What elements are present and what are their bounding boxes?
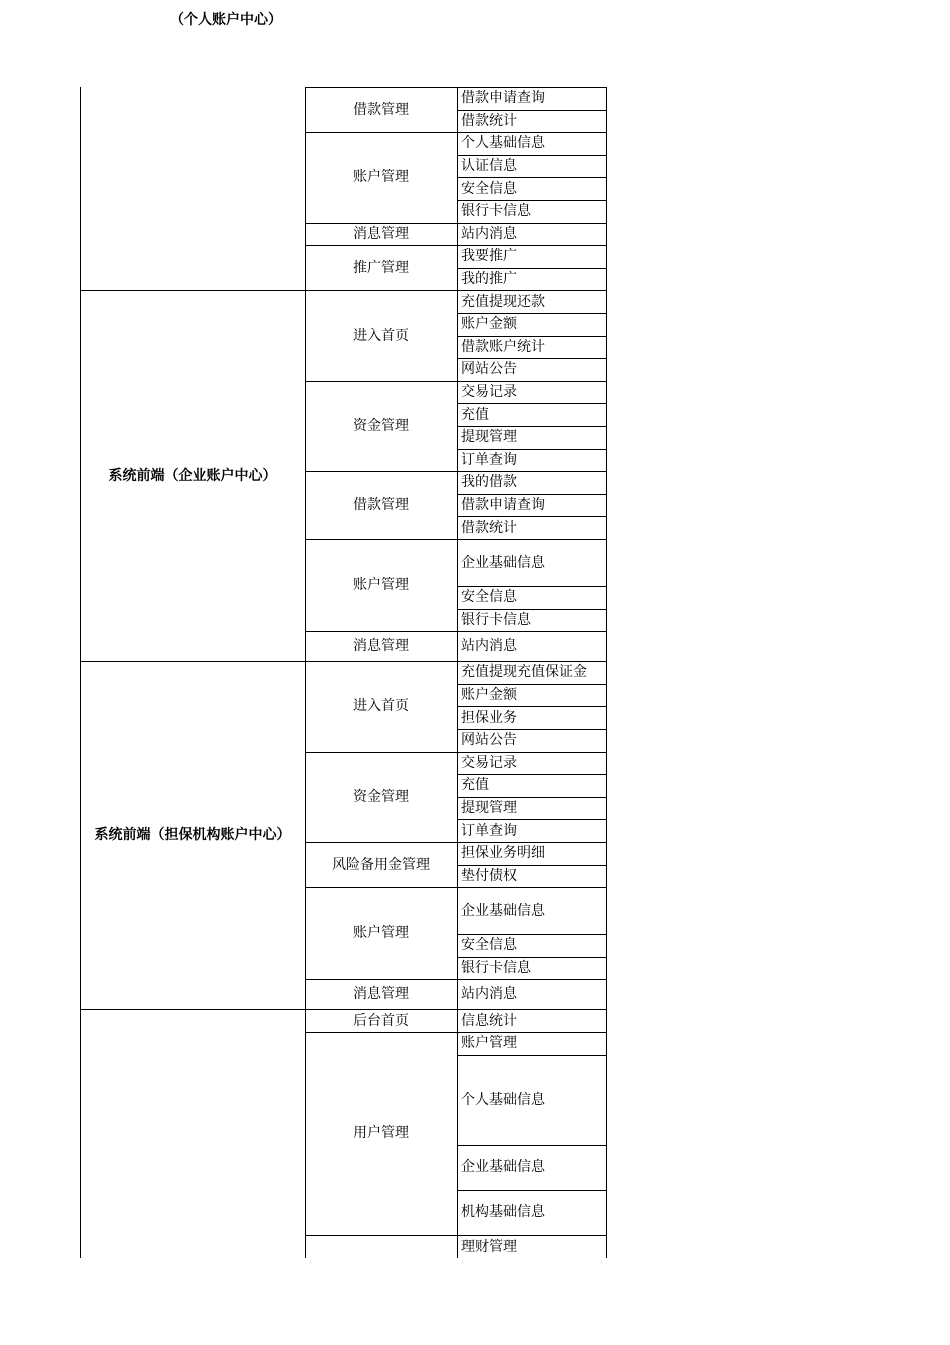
vertical-border bbox=[606, 87, 607, 1258]
section-border bbox=[80, 1009, 606, 1010]
item-cell: 安全信息 bbox=[461, 589, 517, 606]
item-cell: 认证信息 bbox=[461, 158, 517, 175]
item-cell: 充值 bbox=[461, 777, 489, 794]
item-border bbox=[457, 403, 606, 404]
item-cell: 账户管理 bbox=[461, 1035, 517, 1052]
item-border bbox=[457, 934, 606, 935]
group-cell: 消息管理 bbox=[353, 638, 409, 655]
item-border bbox=[457, 200, 606, 201]
item-cell: 订单查询 bbox=[461, 822, 517, 839]
group-cell: 消息管理 bbox=[353, 986, 409, 1003]
item-border bbox=[457, 609, 606, 610]
item-cell: 借款统计 bbox=[461, 112, 517, 129]
group-cell: 后台首页 bbox=[353, 1012, 409, 1029]
item-border bbox=[457, 336, 606, 337]
item-border bbox=[457, 110, 606, 111]
group-border bbox=[305, 87, 606, 88]
section-border bbox=[80, 290, 606, 291]
item-border bbox=[457, 268, 606, 269]
item-cell: 银行卡信息 bbox=[461, 203, 531, 220]
item-border bbox=[457, 586, 606, 587]
section-cell: 系统前端（企业账户中心） bbox=[108, 467, 277, 484]
item-border bbox=[457, 706, 606, 707]
item-cell: 银行卡信息 bbox=[461, 611, 531, 628]
item-border bbox=[457, 684, 606, 685]
item-cell: 企业基础信息 bbox=[461, 1159, 545, 1176]
item-cell: 企业基础信息 bbox=[461, 554, 545, 571]
item-cell: 提现管理 bbox=[461, 800, 517, 817]
item-cell: 充值提现充值保证金 bbox=[461, 664, 587, 681]
item-cell: 充值提现还款 bbox=[461, 293, 545, 310]
group-border bbox=[305, 223, 606, 224]
item-cell: 银行卡信息 bbox=[461, 960, 531, 977]
item-cell: 订单查询 bbox=[461, 451, 517, 468]
group-cell: 用户管理 bbox=[353, 1125, 409, 1142]
item-cell: 企业基础信息 bbox=[461, 902, 545, 919]
item-cell: 理财管理 bbox=[461, 1238, 517, 1255]
item-cell: 安全信息 bbox=[461, 180, 517, 197]
item-border bbox=[457, 358, 606, 359]
item-cell: 担保业务 bbox=[461, 709, 517, 726]
group-border bbox=[305, 381, 606, 382]
item-cell: 个人基础信息 bbox=[461, 135, 545, 152]
group-cell: 进入首页 bbox=[353, 327, 409, 344]
item-border bbox=[457, 1145, 606, 1146]
item-border bbox=[457, 819, 606, 820]
item-border bbox=[457, 1190, 606, 1191]
item-cell: 机构基础信息 bbox=[461, 1204, 545, 1221]
group-cell: 账户管理 bbox=[353, 925, 409, 942]
section-cell bbox=[80, 1009, 305, 1258]
item-cell: 账户金额 bbox=[461, 316, 517, 333]
group-border bbox=[305, 979, 606, 980]
item-cell: 借款申请查询 bbox=[461, 90, 545, 107]
item-cell: 我的借款 bbox=[461, 474, 517, 491]
group-cell: 风险备用金管理 bbox=[332, 856, 430, 873]
group-cell bbox=[305, 1235, 457, 1259]
section-border bbox=[80, 661, 606, 662]
item-border bbox=[457, 729, 606, 730]
item-border bbox=[457, 494, 606, 495]
group-cell: 资金管理 bbox=[353, 788, 409, 805]
item-cell: 垫付债权 bbox=[461, 867, 517, 884]
item-cell: 账户金额 bbox=[461, 687, 517, 704]
group-border bbox=[305, 1235, 606, 1236]
item-cell: 安全信息 bbox=[461, 937, 517, 954]
group-cell: 借款管理 bbox=[353, 101, 409, 118]
section-cell: 系统前端（担保机构账户中心） bbox=[94, 827, 291, 844]
group-border bbox=[305, 539, 606, 540]
vertical-border bbox=[80, 87, 81, 1258]
section-cell bbox=[80, 87, 305, 290]
group-border bbox=[305, 842, 606, 843]
group-cell: 资金管理 bbox=[353, 417, 409, 434]
item-border bbox=[457, 1055, 606, 1056]
group-cell: 借款管理 bbox=[353, 497, 409, 514]
group-border bbox=[305, 631, 606, 632]
item-cell: 我要推广 bbox=[461, 248, 517, 265]
vertical-border bbox=[305, 87, 306, 1258]
item-border bbox=[457, 774, 606, 775]
item-border bbox=[457, 865, 606, 866]
item-cell: 站内消息 bbox=[461, 638, 517, 655]
item-border bbox=[457, 516, 606, 517]
item-border bbox=[457, 426, 606, 427]
group-cell: 消息管理 bbox=[353, 225, 409, 242]
group-border bbox=[305, 132, 606, 133]
item-border bbox=[457, 313, 606, 314]
item-cell: 信息统计 bbox=[461, 1012, 517, 1029]
item-cell: 借款账户统计 bbox=[461, 338, 545, 355]
item-border bbox=[457, 177, 606, 178]
group-cell: 账户管理 bbox=[353, 577, 409, 594]
item-cell: 网站公告 bbox=[461, 361, 517, 378]
page-title: （个人账户中心） bbox=[170, 12, 282, 28]
group-border bbox=[305, 752, 606, 753]
item-cell: 提现管理 bbox=[461, 429, 517, 446]
item-cell: 借款统计 bbox=[461, 519, 517, 536]
item-border bbox=[457, 957, 606, 958]
vertical-border bbox=[457, 87, 458, 1258]
group-border bbox=[305, 887, 606, 888]
item-cell: 站内消息 bbox=[461, 225, 517, 242]
group-border bbox=[305, 471, 606, 472]
item-cell: 交易记录 bbox=[461, 754, 517, 771]
group-border bbox=[305, 245, 606, 246]
item-cell: 交易记录 bbox=[461, 384, 517, 401]
item-cell: 网站公告 bbox=[461, 732, 517, 749]
item-cell: 借款申请查询 bbox=[461, 497, 545, 514]
item-cell: 我的推广 bbox=[461, 271, 517, 288]
item-cell: 个人基础信息 bbox=[461, 1091, 545, 1108]
group-cell: 账户管理 bbox=[353, 169, 409, 186]
item-cell: 担保业务明细 bbox=[461, 845, 545, 862]
item-cell: 站内消息 bbox=[461, 986, 517, 1003]
item-border bbox=[457, 797, 606, 798]
group-cell: 进入首页 bbox=[353, 698, 409, 715]
item-cell: 充值 bbox=[461, 406, 489, 423]
item-border bbox=[457, 155, 606, 156]
group-cell: 推广管理 bbox=[353, 259, 409, 276]
item-border bbox=[457, 449, 606, 450]
group-border bbox=[305, 1032, 606, 1033]
